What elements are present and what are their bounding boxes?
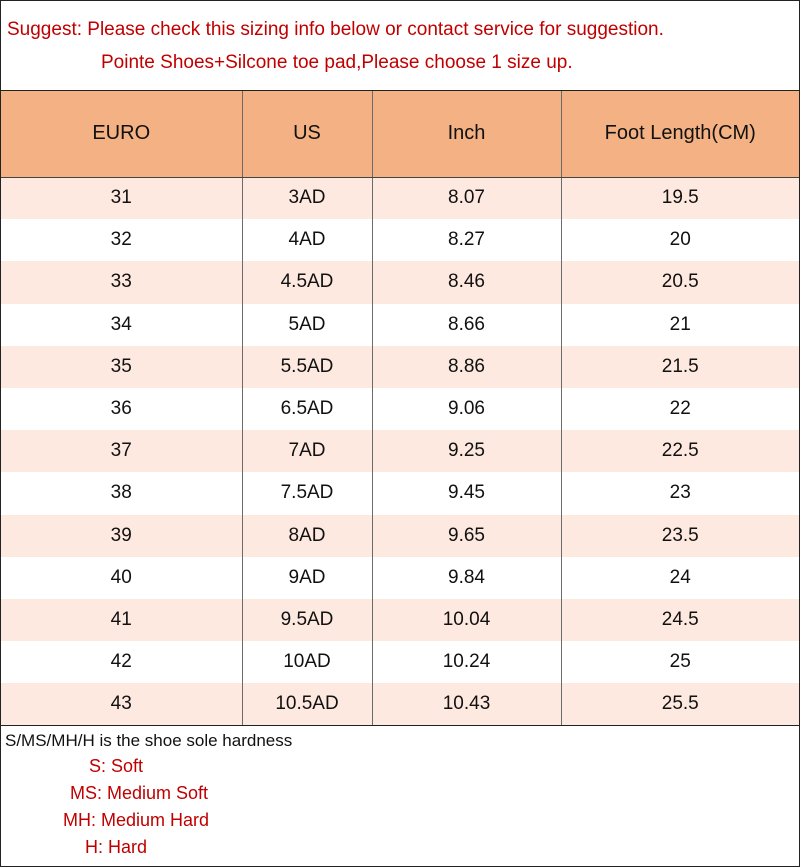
table-row: [1, 261, 799, 303]
cell-inch: 8.86: [372, 346, 561, 388]
cell-foot-length: 23.5: [561, 515, 799, 557]
cell-foot-length: 24: [561, 557, 799, 599]
cell-euro: 41: [110, 608, 132, 630]
legend-title: S/MS/MH/H is the shoe sole hardness: [5, 730, 293, 750]
cell-us: 10AD: [242, 641, 372, 683]
legend-item-hard: H: Hard: [85, 836, 148, 857]
suggestion-text: Suggest: Please check this sizing info below or contact service for suggestion.: [7, 19, 664, 40]
cell-euro: 36: [110, 398, 132, 420]
cell-us: 6.5AD: [242, 388, 372, 430]
cell-us: 5AD: [242, 304, 372, 346]
cell-foot-length: 25: [561, 641, 799, 683]
cell-inch: 8.27: [372, 219, 561, 261]
header-inch: Inch: [372, 91, 561, 177]
legend-item-soft: S: Soft: [89, 755, 144, 776]
cell-us: 7.5AD: [242, 472, 372, 514]
cell-euro: 39: [110, 524, 132, 546]
cell-inch: 10.43: [372, 683, 561, 725]
header-foot-length: Foot Length(CM): [561, 91, 799, 177]
cell-foot-length: 23: [561, 472, 799, 514]
cell-inch: 9.65: [372, 515, 561, 557]
hardness-legend: [1, 726, 799, 866]
table-row: [1, 430, 799, 472]
cell-us: 4AD: [242, 219, 372, 261]
table-row: [1, 641, 799, 683]
cell-euro: 34: [110, 313, 132, 335]
cell-inch: 8.07: [372, 177, 561, 219]
cell-us: 7AD: [242, 430, 372, 472]
table-row: [1, 557, 799, 599]
cell-foot-length: 20.5: [561, 261, 799, 303]
legend-item-medium-soft: MS: Medium Soft: [70, 782, 209, 803]
table-body: [1, 177, 799, 725]
table-row: [1, 515, 799, 557]
cell-inch: 10.04: [372, 599, 561, 641]
cell-us: 8AD: [242, 515, 372, 557]
table-row: [1, 388, 799, 430]
table-header-row: [1, 91, 799, 177]
cell-euro: 33: [110, 271, 132, 293]
cell-foot-length: 19.5: [561, 177, 799, 219]
cell-foot-length: 20: [561, 219, 799, 261]
cell-foot-length: 22.5: [561, 430, 799, 472]
cell-inch: 9.06: [372, 388, 561, 430]
cell-inch: 9.84: [372, 557, 561, 599]
cell-euro: 43: [1, 683, 242, 725]
cell-inch: 8.66: [372, 304, 561, 346]
cell-euro: 38: [110, 482, 132, 504]
cell-foot-length: 24.5: [561, 599, 799, 641]
table-row: [1, 219, 799, 261]
cell-us: 4.5AD: [242, 261, 372, 303]
cell-euro: 32: [110, 229, 132, 251]
table-row: [1, 346, 799, 388]
cell-inch: 9.25: [372, 430, 561, 472]
cell-foot-length: 22: [561, 388, 799, 430]
table-row: [1, 472, 799, 514]
table-row: [1, 599, 799, 641]
cell-us: 10.5AD: [242, 683, 372, 725]
table-row: [1, 683, 799, 725]
cell-foot-length: 25.5: [561, 683, 799, 725]
cell-foot-length: 21.5: [561, 346, 799, 388]
cell-inch: 9.45: [372, 472, 561, 514]
pointe-shoes-tip: Pointe Shoes+Silcone toe pad,Please choose 1 size up.: [101, 52, 573, 73]
size-table: [1, 91, 799, 726]
cell-us: 9.5AD: [242, 599, 372, 641]
legend-item-medium-hard: MH: Medium Hard: [63, 809, 210, 830]
cell-euro: 40: [110, 566, 132, 588]
cell-inch: 10.24: [372, 641, 561, 683]
header-euro: EURO: [1, 91, 242, 177]
header-us: US: [242, 91, 372, 177]
cell-euro: 37: [110, 440, 132, 462]
cell-us: 9AD: [242, 557, 372, 599]
suggestion-notice: [1, 1, 799, 91]
cell-euro: 31: [110, 187, 132, 209]
table-row: [1, 177, 799, 219]
cell-inch: 8.46: [372, 261, 561, 303]
table-row: [1, 304, 799, 346]
cell-us: 3AD: [242, 177, 372, 219]
cell-euro: 35: [110, 355, 132, 377]
cell-us: 5.5AD: [242, 346, 372, 388]
cell-euro: 42: [110, 651, 132, 673]
cell-foot-length: 21: [561, 304, 799, 346]
